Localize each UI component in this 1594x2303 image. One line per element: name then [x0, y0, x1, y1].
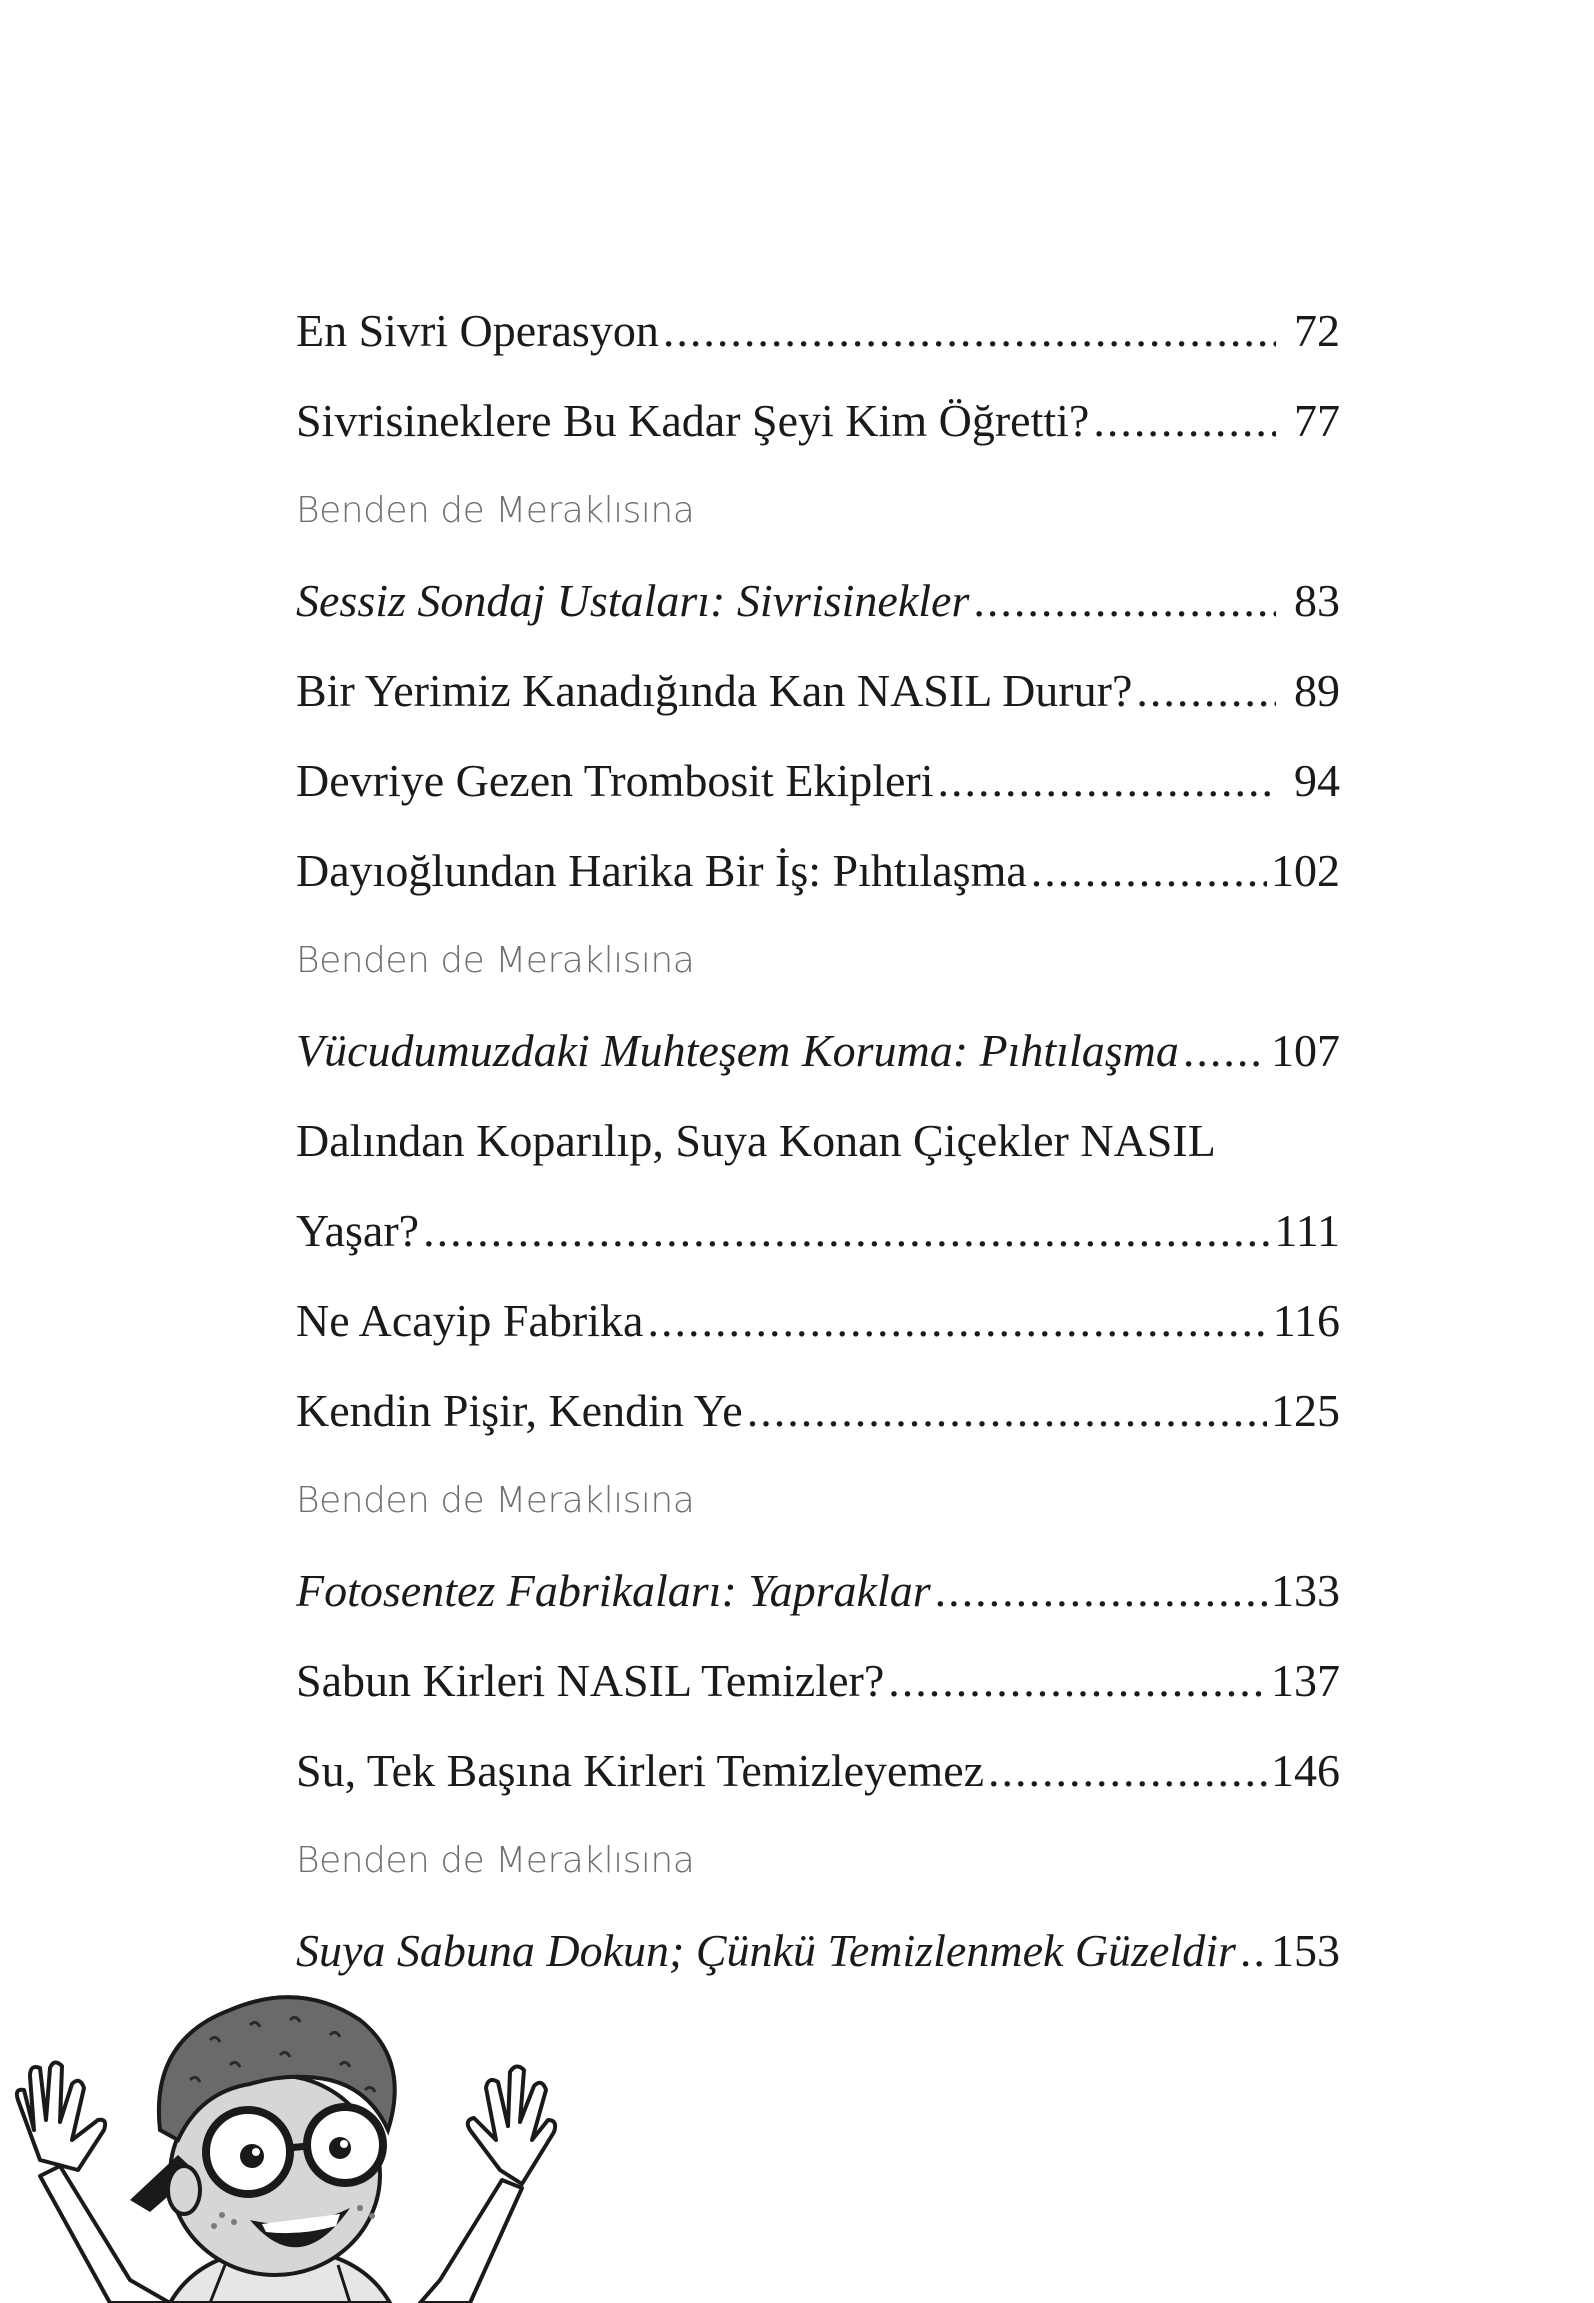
page-number: 125 — [1271, 1385, 1340, 1436]
page-number: 83 — [1294, 575, 1340, 626]
dot-leader — [988, 1726, 1267, 1816]
page-number: 77 — [1294, 395, 1340, 446]
dot-leader — [1240, 1906, 1267, 1996]
toc-entry — [296, 556, 1340, 646]
page-number: 102 — [1271, 845, 1340, 896]
toc-entry — [296, 376, 1340, 466]
entry-title: Devriye Gezen Trombosit Ekipleri — [296, 755, 934, 806]
entry-title: Vücudumuzdaki Muhteşem Koruma: Pıhtılaşma — [296, 1025, 1179, 1076]
entry-title: Kendin Pişir, Kendin Ye — [296, 1385, 743, 1436]
toc-entry — [296, 646, 1340, 736]
cartoon-boy-with-glasses-icon — [0, 1980, 560, 2303]
toc-entry — [296, 1546, 1340, 1636]
toc-entry — [296, 1366, 1340, 1456]
toc-entry — [296, 1096, 1340, 1186]
entry-title: Sivrisineklere Bu Kadar Şeyi Kim Öğretti? — [296, 395, 1090, 446]
entry-title: En Sivri Operasyon — [296, 305, 659, 356]
entry-title: Yaşar? — [296, 1205, 420, 1256]
entry-title: Sessiz Sondaj Ustaları: Sivrisinekler — [296, 575, 970, 626]
entry-title: Fotosentez Fabrikaları: Yapraklar — [296, 1565, 931, 1616]
toc-entry — [296, 1276, 1340, 1366]
dot-leader — [747, 1366, 1267, 1456]
dot-leader — [1031, 826, 1267, 916]
toc-entry — [296, 1006, 1340, 1096]
page-number: 153 — [1271, 1925, 1340, 1976]
page-number: 146 — [1271, 1745, 1340, 1796]
dot-leader — [935, 1546, 1267, 1636]
dot-leader — [423, 1186, 1270, 1276]
entry-title: Dalından Koparılıp, Suya Konan Çiçekler NASIL — [296, 1115, 1216, 1166]
table-of-contents — [296, 286, 1340, 1996]
entry-title: Sabun Kirleri NASIL Temizler? — [296, 1655, 885, 1706]
dot-leader — [1093, 376, 1276, 466]
section-label: Benden de Meraklısına — [296, 1480, 695, 1521]
page-number: 137 — [1271, 1655, 1340, 1706]
toc-entry — [296, 286, 1340, 376]
page-number: 94 — [1294, 755, 1340, 806]
page-number: 133 — [1271, 1565, 1340, 1616]
toc-entry — [296, 1636, 1340, 1726]
dot-leader — [647, 1276, 1268, 1366]
dot-leader — [1136, 646, 1276, 736]
dot-leader — [888, 1636, 1267, 1726]
section-label: Benden de Meraklısına — [296, 490, 695, 531]
toc-entry — [296, 1726, 1340, 1816]
page-number: 89 — [1294, 665, 1340, 716]
toc-entry — [296, 826, 1340, 916]
page-number: 116 — [1272, 1295, 1340, 1346]
entry-title: Dayıoğlundan Harika Bir İş: Pıhtılaşma — [296, 845, 1027, 896]
toc-entry — [296, 736, 1340, 826]
dot-leader — [1183, 1006, 1267, 1096]
dot-leader — [663, 286, 1276, 376]
section-label: Benden de Meraklısına — [296, 940, 695, 981]
entry-title: Bir Yerimiz Kanadığında Kan NASIL Durur? — [296, 665, 1133, 716]
dot-leader — [973, 556, 1276, 646]
entry-title: Su, Tek Başına Kirleri Temizleyemez — [296, 1745, 985, 1796]
section-label: Benden de Meraklısına — [296, 1840, 695, 1881]
entry-title: Suya Sabuna Dokun; Çünkü Temizlenmek Güzeldir — [296, 1925, 1236, 1976]
dot-leader — [938, 736, 1276, 826]
entry-title: Ne Acayip Fabrika — [296, 1295, 644, 1346]
toc-entry — [296, 1186, 1340, 1276]
page-number: 72 — [1294, 305, 1340, 356]
page-number: 107 — [1271, 1025, 1340, 1076]
page-number: 111 — [1274, 1205, 1340, 1256]
